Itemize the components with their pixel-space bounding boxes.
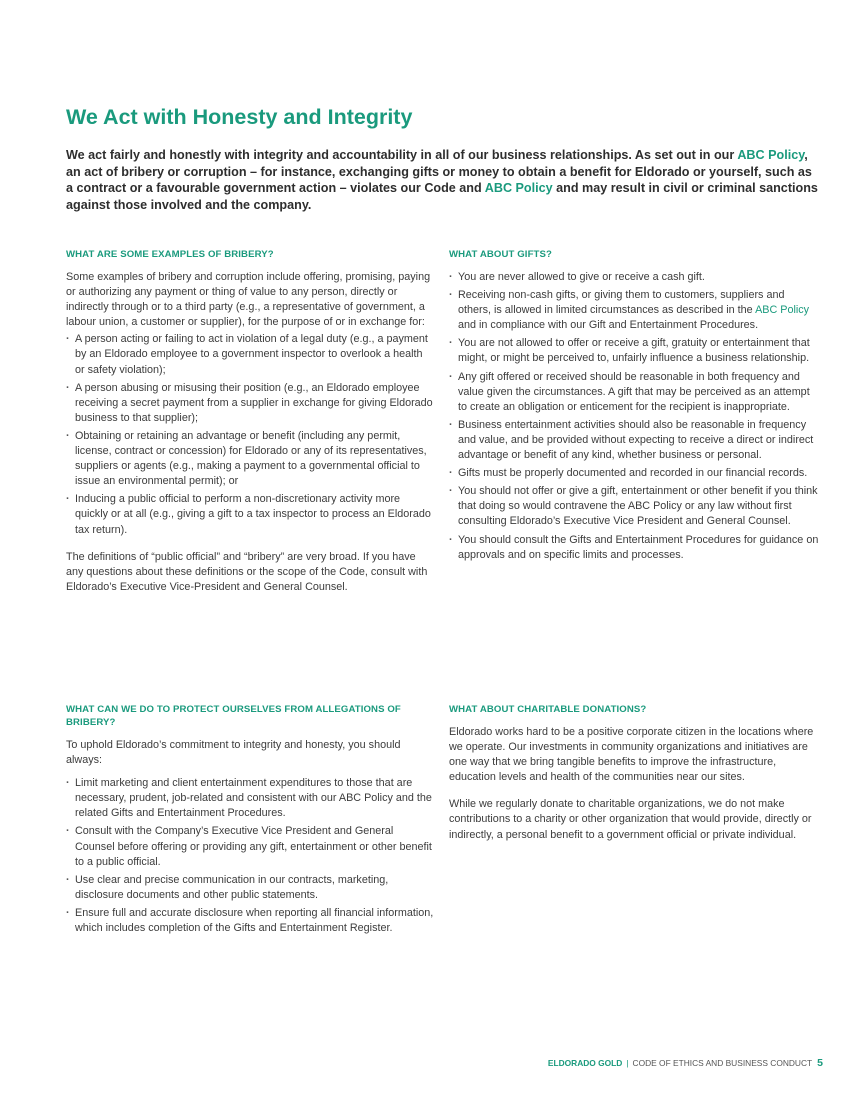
list-item: · Limit marketing and client entertainment expenditures to those that are necessary, prudent, job-related and consistent with our ABC Policy and the related Gifts and Entertainment Procedures. <box>66 776 434 821</box>
list-item: · You should not offer or give a gift, entertainment or other benefit if you think that doing so would contravene the ABC Policy or any law without first consulting Eldorado’s Executive Vice President and General Counsel. <box>449 484 819 529</box>
list-item: · A person acting or failing to act in violation of a legal duty (e.g., a payment by an Eldorado employee to a government inspector to overlook a health or safety violation); <box>66 332 434 377</box>
abc-policy-link[interactable]: ABC Policy <box>484 181 553 196</box>
footer-doc-title: CODE OF ETHICS AND BUSINESS CONDUCT <box>632 1058 813 1068</box>
intro-text-1: We act fairly and honestly with integrity and accountability in all of our business relationships. As set out in our <box>66 148 735 162</box>
section-heading: WHAT CAN WE DO TO PROTECT OURSELVES FROM ALLEGATIONS OF BRIBERY? <box>66 704 401 728</box>
abc-policy-link[interactable]: ABC Policy <box>737 148 805 162</box>
gifts-list <box>449 270 819 563</box>
page-title: We Act with Honesty and Integrity <box>66 105 413 129</box>
list-item <box>449 288 819 333</box>
list-item-text: Receiving non-cash gifts, or giving them to customers, suppliers and others, is allowed in limited circumstances as described in the <box>458 289 785 317</box>
section-closing: The definitions of “public official” and “bribery” are very broad. If you have any questions about these definitions or the scope of the Code, consult with Eldorado’s Executive Vice-President and General Counsel. <box>66 550 428 593</box>
section-heading: WHAT ABOUT CHARITABLE DONATIONS? <box>449 704 647 715</box>
list-item: · Inducing a public official to perform a non-discretionary activity more quickly or at all (e.g., giving a gift to a tax inspector to process an Eldorado tax return). <box>66 492 434 537</box>
list-item: · You are not allowed to offer or receive a gift, gratuity or entertainment that might, or might be perceived to, unfairly influence a business relationship. <box>449 336 819 366</box>
list-item: · You are never allowed to give or receive a cash gift. <box>449 270 819 285</box>
list-item: · You should consult the Gifts and Entertainment Procedures for guidance on approvals and on specific limits and processes. <box>449 533 819 563</box>
intro-text-3: and may result in civil or criminal sanctions against those involved and the company. <box>66 181 818 212</box>
page-footer <box>548 1057 823 1069</box>
list-item: · Use clear and precise communication in our contracts, marketing, disclosure documents and other public statements. <box>66 873 434 903</box>
footer-separator: | <box>626 1058 629 1068</box>
list-item: · Ensure full and accurate disclosure when reporting all financial information, which includes completion of the Gifts and Entertainment Register. <box>66 906 434 936</box>
list-item: · Obtaining or retaining an advantage or benefit (including any permit, license, contract or concession) for Eldorado or any of its representatives, suppliers or agents (e.g., making a payment to a governmental official to issue an environmental permit); or <box>66 429 434 489</box>
intro-paragraph <box>66 147 818 213</box>
section-heading: WHAT ARE SOME EXAMPLES OF BRIBERY? <box>66 249 274 260</box>
charity-paragraph: While we regularly donate to charitable organizations, we do not make contributions to a charity or other organization that would provide, directly or indirectly, a personal benefit to a government official or private individual. <box>449 798 812 841</box>
section-intro: Some examples of bribery and corruption include offering, promising, paying or authorizing any payment or thing of value to any person, directly or indirectly through or to a third party (e.g., a representative of government, a labour union, a customer or supplier), for the purpose of or in exchange for: <box>66 271 431 329</box>
gifts-section <box>449 248 819 566</box>
list-item: · A person abusing or misusing their position (e.g., an Eldorado employee receiving a secret payment from a supplier in exchange for giving Eldorado business to that supplier); <box>66 381 434 426</box>
abc-policy-link[interactable]: ABC Policy <box>755 304 810 317</box>
page-number: 5 <box>817 1057 823 1069</box>
footer-brand: ELDORADO GOLD <box>547 1058 623 1068</box>
protect-allegations-section <box>66 703 434 939</box>
section-intro: To uphold Eldorado’s commitment to integrity and honesty, you should always: <box>66 739 401 767</box>
list-item-text: and in compliance with our Gift and Entertainment Procedures. <box>458 319 759 332</box>
list-item: · Gifts must be properly documented and recorded in our financial records. <box>449 466 819 481</box>
bribery-examples-list <box>66 332 434 537</box>
section-heading: WHAT ABOUT GIFTS? <box>449 249 552 260</box>
list-item: · Consult with the Company’s Executive Vice President and General Counsel before offering or providing any gift, entertainment or other benefit to a public official. <box>66 824 434 869</box>
charity-paragraph: Eldorado works hard to be a positive corporate citizen in the locations where we operate. Our investments in community organizations and initiatives are one way that we bring tangible benefits to improve the infrastructure, education levels and health of the communities near our sites. <box>449 726 814 784</box>
list-item: · Business entertainment activities should also be reasonable in frequency and value, and be provided without expecting to receive a direct or indirect advantage or benefit of any kind, whether business or personal. <box>449 418 819 463</box>
list-item: · Any gift offered or received should be reasonable in both frequency and value given the circumstances. A gift that may be perceived as an attempt to create an obligation or enticement for the recipient is inappropriate. <box>449 370 819 415</box>
charitable-donations-section <box>449 703 819 843</box>
intro-text-2: , an act of bribery or corruption – for instance, exchanging gifts or money to obtain a benefit for Eldorado or yourself, such as a contract or a favourable government action – violates our Code and <box>66 148 812 196</box>
protect-list <box>66 776 434 936</box>
bribery-examples-section <box>66 248 434 595</box>
